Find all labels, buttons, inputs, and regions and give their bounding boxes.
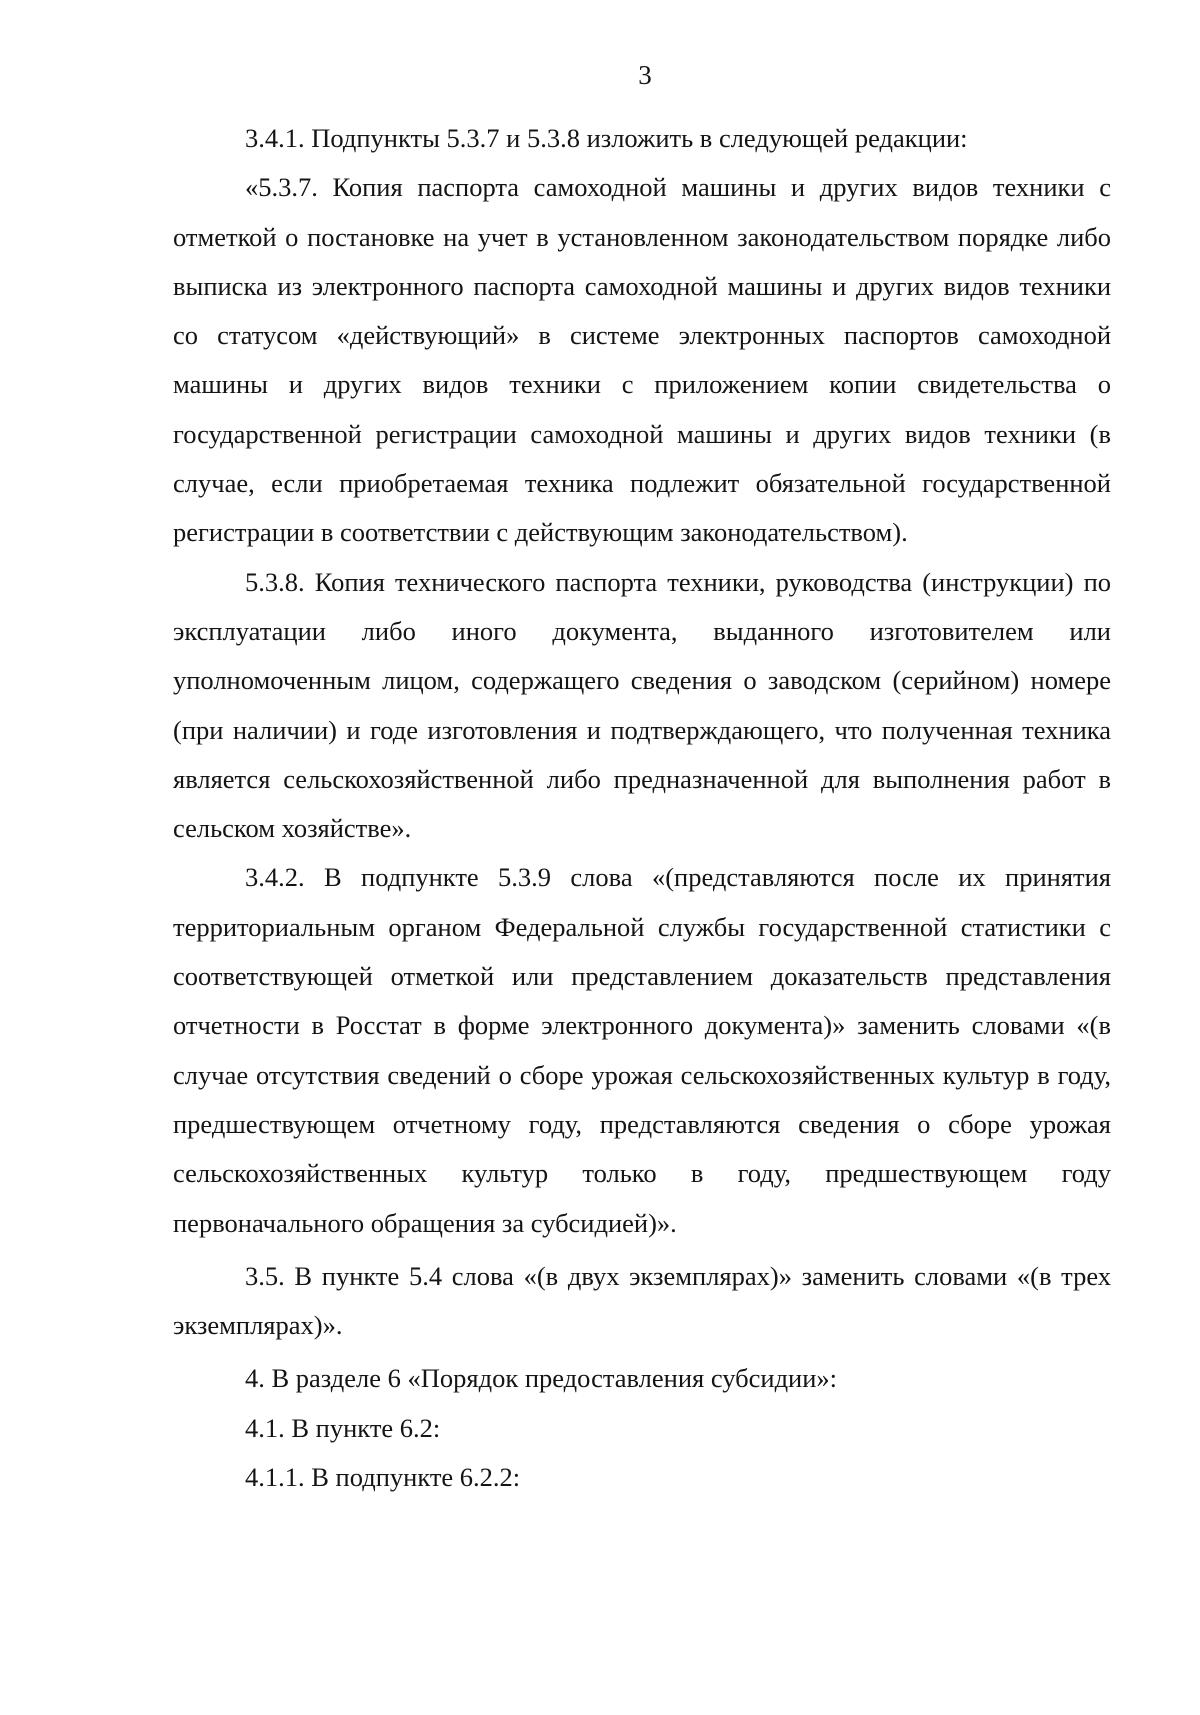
page-number: 3	[638, 60, 652, 90]
paragraph-3-5: 3.5. В пункте 5.4 слова «(в двух экземплярах)» заменить словами «(в трех экземплярах)».	[173, 1260, 1111, 1341]
paragraph-3-4-1: 3.4.1. Подпункты 5.3.7 и 5.3.8 изложить в следующей редакции:	[245, 123, 968, 153]
document-body	[173, 114, 1111, 1502]
paragraph-4-1-1: 4.1.1. В подпункте 6.2.2:	[245, 1462, 521, 1493]
paragraph-3-4-2: 3.4.2. В подпункте 5.3.9 слова «(представляются после их принятия территориальным органом Федеральной службы государственной статистики с соответствующей отметкой или представлением доказательств представления отчетности в Росстат в форме электронного документа)» заменить словами «(в случае отсутствия сведений о сборе урожая сельскохозяйственных культур в году, предшествующем отчетному году, представляются сведения о сборе урожая сельскохозяйственных культур только в году, предшествующем году первоначального обращения за субсидией)».	[173, 862, 1111, 1238]
paragraph-4-1: 4.1. В пункте 6.2:	[245, 1412, 441, 1443]
paragraph-5-3-7: «5.3.7. Копия паспорта самоходной машины и других видов техники с отметкой о постановке на учет в установленном законодательством порядке либо выписка из электронного паспорта самоходной машины и других видов техники со статусом «действующий» в системе электронных паспортов самоходной машины и других видов техники с приложением копии свидетельства о государственной регистрации самоходной машины и других видов техники (в случае, если приобретаемая техника подлежит обязательной государственной регистрации в соответствии с действующим законодательством).	[173, 172, 1111, 548]
paragraph-5-3-8: 5.3.8. Копия технического паспорта техники, руководства (инструкции) по эксплуатации либо иного документа, выданного изготовителем или уполномоченным лицом, содержащего сведения о заводском (серийном) номере (при наличии) и годе изготовления и подтверждающего, что полученная техника является сельскохозяйственной либо предназначенной для выполнения работ в сельском хозяйстве».	[173, 566, 1111, 844]
paragraph-4: 4. В разделе 6 «Порядок предоставления субсидии»:	[245, 1363, 838, 1394]
